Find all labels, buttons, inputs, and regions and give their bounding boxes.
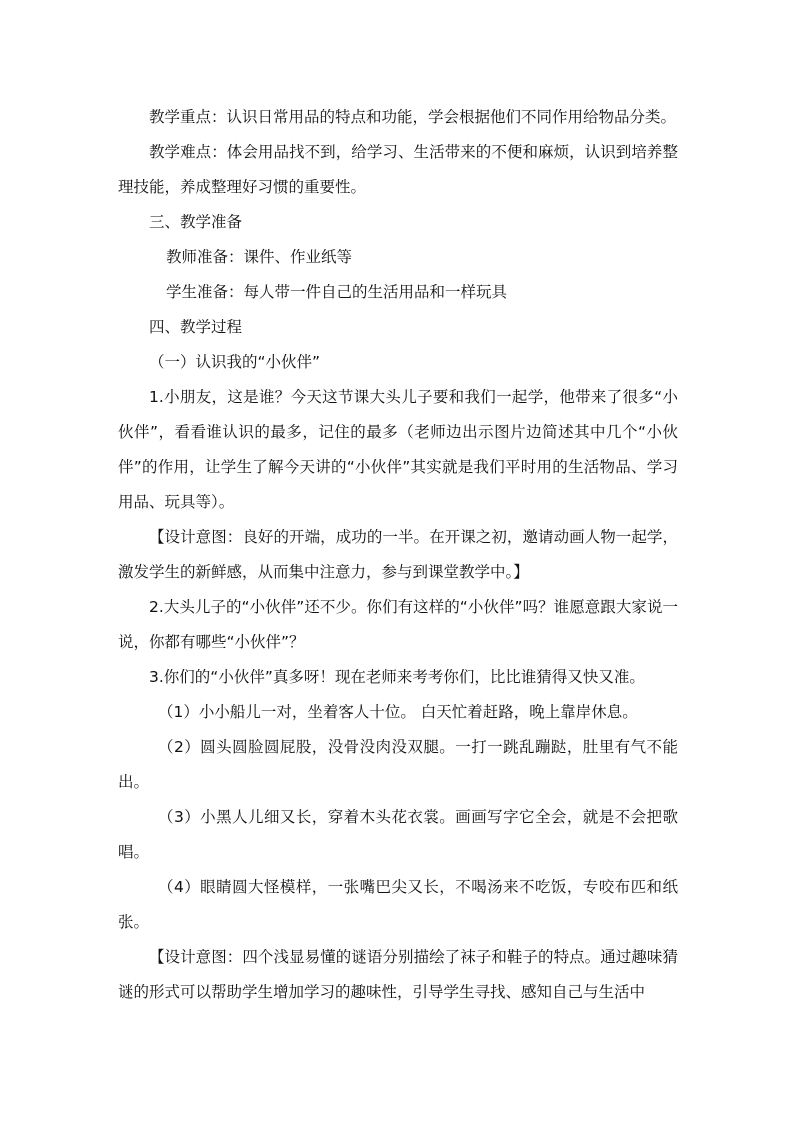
step-1-paragraph: 1.小朋友，这是谁？今天这节课大头儿子要和我们一起学，他带来了很多“小伙伴”，看看谁认识的最多，记住的最多（老师边出示图片边简述其中几个“小伙伴”的作用，让学生了解今天讲的“小伙伴”其实就是我们平时用的生活物品、学习用品、玩具等）。 bbox=[118, 388, 678, 511]
document-page bbox=[118, 100, 678, 1010]
riddle-2: （2）圆头圆脸圆屁股，没骨没肉没双腿。一打一跳乱蹦跶，肚里有气不能出。 bbox=[118, 738, 678, 791]
subsection-heading: （一）认识我的“小伙伴” bbox=[149, 353, 321, 371]
teacher-preparation: 教师准备：课件、作业纸等 bbox=[166, 248, 353, 266]
teaching-difficulty: 教学难点：体会用品找不到，给学习、生活带来的不便和麻烦，认识到培养整理技能，养成整理好习惯的重要性。 bbox=[118, 143, 678, 196]
step-3-paragraph: 3.你们的“小伙伴”真多呀！现在老师来考考你们，比比谁猜得又快又准。 bbox=[149, 668, 645, 686]
section-heading-process: 四、教学过程 bbox=[149, 318, 243, 336]
student-preparation: 学生准备：每人带一件自己的生活用品和一样玩具 bbox=[166, 283, 508, 301]
section-heading-preparation: 三、教学准备 bbox=[149, 213, 243, 231]
design-intent-1: 【设计意图：良好的开端，成功的一半。在开课之初，邀请动画人物一起学，激发学生的新鲜感，从而集中注意力，参与到课堂教学中。】 bbox=[118, 528, 678, 581]
riddle-4: （4）眼睛圆大怪模样，一张嘴巴尖又长，不喝汤来不吃饭，专咬布匹和纸张。 bbox=[118, 878, 678, 931]
riddle-1: （1）小小船儿一对，坐着客人十位。 白天忙着赶路，晚上靠岸休息。 bbox=[158, 703, 638, 721]
riddle-3: （3）小黑人儿细又长，穿着木头花衣裳。画画写字它全会，就是不会把歌唱。 bbox=[118, 808, 678, 861]
design-intent-2: 【设计意图：四个浅显易懂的谜语分别描绘了袜子和鞋子的特点。通过趣味猜谜的形式可以帮助学生增加学习的趣味性，引导学生寻找、感知自己与生活中 bbox=[118, 948, 678, 1001]
step-2-paragraph: 2.大头儿子的“小伙伴”还不少。你们有这样的“小伙伴”吗？谁愿意跟大家说一说，你都有哪些“小伙伴”？ bbox=[118, 598, 678, 651]
teaching-focus: 教学重点：认识日常用品的特点和功能，学会根据他们不同作用给物品分类。 bbox=[149, 108, 677, 126]
